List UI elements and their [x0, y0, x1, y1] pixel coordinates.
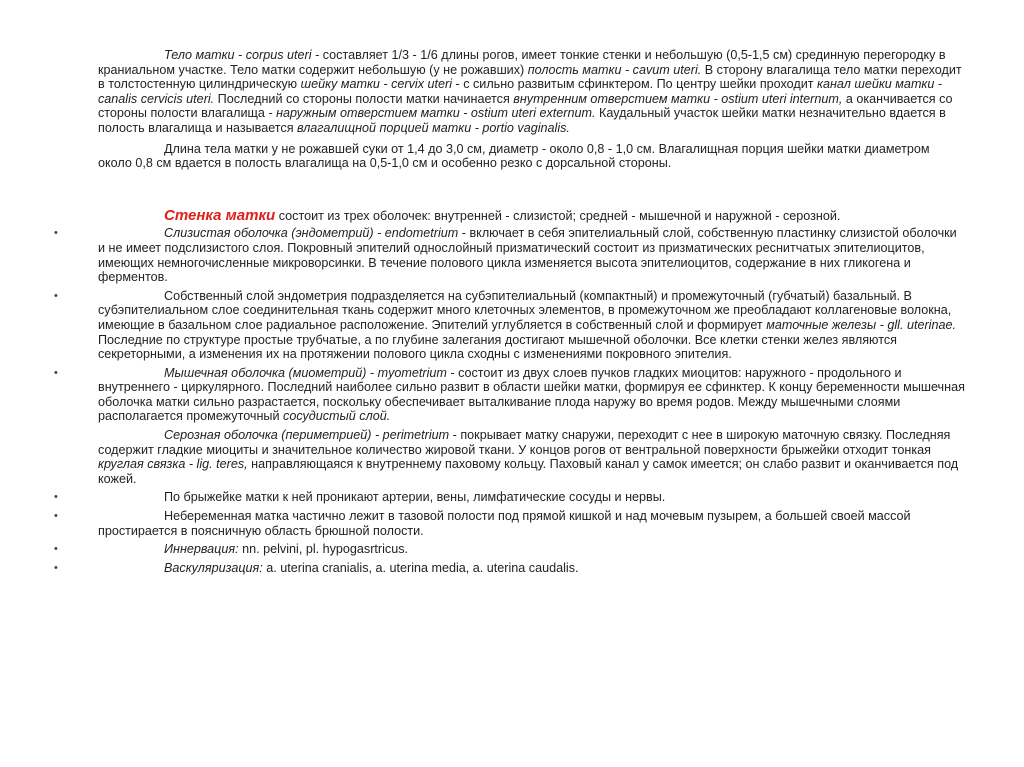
term-perimetrium: Серозная оболочка (периметрией) - perimetrium	[164, 428, 450, 443]
term-innervation: Иннервация:	[164, 542, 239, 557]
text: В сторону влагалища тело матки переходит в толстостенную цилиндрическую	[98, 62, 962, 92]
list-item-innervation	[54, 542, 966, 557]
paragraph-perimetrium	[98, 428, 966, 486]
text: nn. pelvini, pl. hypogasrtricus.	[238, 542, 409, 557]
text: - с сильно развитым сфинктером. По центру шейки проходит	[452, 77, 818, 92]
term-cervix-uteri: шейку матки - cervix uteri	[300, 77, 452, 92]
heading-red-title: Стенка матки	[164, 206, 276, 224]
term-canalis-cervicis: канал шейки матки - canalis cervicis uteri.	[98, 77, 943, 106]
paragraph-dimensions: Длина тела матки у не рожавшей суки от 1,4 до 3,0 см, диаметр - около 0,8 - 1,0 см. Влагалищная порция шейки матки диаметром около 0,8 см вдается в полость влагалища на 0,5-1,0 см и особенно резко с дорсальной стороны.	[98, 141, 930, 171]
bullet-icon: •	[54, 289, 58, 302]
list-item-lamina-propria	[54, 288, 966, 362]
text: Последние по структуре простые трубчатые, а по глубине залегания достигают мышечной оболочки. Все клетки стенки желез являются секреторными, а изменения их на протяжении полового цикла сходны с изменениями покровного эпителия.	[98, 332, 897, 362]
term-ostium-internum: внутренним отверстием матки - ostium uteri internum,	[513, 91, 843, 106]
bullet-icon: •	[54, 227, 58, 240]
list-item-vessels	[54, 490, 966, 505]
text: a. uterina cranialis, a. uterina media, a. uterina caudalis.	[262, 560, 579, 575]
text: - покрывает матку снаружи, переходит с нее в широкую маточную связку. Последняя содержит гладкие миоциты и значительное количество жировой ткани. У концов рогов от вентральной поверхности брыжейки отходит тонкая	[98, 428, 951, 457]
term-vascularization: Васкуляризация:	[164, 560, 263, 575]
slide-content	[54, 48, 966, 575]
bullet-icon: •	[54, 561, 58, 574]
text: - состоит из двух слоев пучков гладких миоцитов: наружного - продольного и внутреннего - циркулярного. Последний наиболее сильно развит в области шейки матки, формируя ее сфинктер. К концу беременности мышечная оболочка матки сильно разрастается, поскольку обеспечивает выталкивание плода наружу во время родов. Между мышечными слоями располагается промежуточный	[98, 365, 965, 424]
bullet-icon: •	[54, 510, 58, 523]
wall-heading	[98, 206, 966, 224]
list-item-topography	[54, 509, 966, 538]
list-item-myometrium	[54, 365, 966, 424]
list-item-vascularization	[54, 560, 966, 576]
term-endometrium: Слизистая оболочка (эндометрий) - endometrium	[164, 226, 459, 241]
text: Каудальный участок шейки матки незначительно вдается в полость влагалища и называется	[98, 106, 946, 135]
spacer	[98, 171, 966, 209]
term-portio-vaginalis: влагалищной порцией матки - portio vaginalis.	[297, 120, 570, 135]
term-vascular-layer: сосудистый слой.	[283, 409, 391, 424]
bullet-icon: •	[54, 491, 58, 504]
heading-rest: состоит из трех оболочек: внутренней - слизистой; средней - мышечной и наружной - серозной.	[275, 208, 841, 223]
list-item-endometrium	[54, 226, 966, 285]
term-lig-teres: круглая связка - lig. teres,	[98, 457, 248, 472]
bullet-icon: •	[54, 543, 58, 556]
text: направляющаяся к внутреннему паховому кольцу. Паховый канал у самок имеется; он слабо развит и оканчивается под кожей.	[98, 457, 959, 486]
text: - включает в себя эпителиальный слой, собственную пластинку слизистой оболочки и не имеет подслизистого слоя. Покровный эпителий однослойный призматический состоит из призматических реснитчатых эпителиоцитов, имеющих немногочисленные микроворсинки. В течение полового цикла изменяется высота эпителиоцитов, содержание в них гликогена и ферментов.	[98, 226, 957, 285]
text: Небеременная матка частично лежит в тазовой полости под прямой кишкой и над мочевым пузырем, а большей своей массой простирается в поясничную область брюшной полости.	[98, 509, 911, 538]
text: а оканчивается со стороны полости влагалища	[98, 91, 953, 121]
bullet-icon: •	[54, 366, 58, 379]
term-gll-uterinae: маточные железы - gll. uterinae.	[766, 317, 956, 332]
text: Собственный слой эндометрия подразделяется на субэпителиальный (компактный) и промежуточный (губчатый) базальный. В субэпителиальном слое соединительная ткань содержит много клеточных элементов, в промежуточном же преобладают коллагеновые волокна, имеющие в базальном слое радиальное расположение. Эпителий углубляется в собственный слой и формирует	[98, 288, 952, 332]
text: По брыжейке матки к ней проникают артерии, вены, лимфатические сосуды и нервы.	[164, 490, 666, 505]
term-corpus-uteri: Тело матки - corpus uteri -	[164, 48, 320, 62]
term-ostium-externum: - наружным отверстием матки - ostium uteri externum.	[268, 106, 596, 121]
text: Последний со стороны полости матки начинается	[214, 91, 514, 106]
term-myometrium: Мышечная оболочка (миометрий) - myometrium	[164, 365, 447, 380]
term-cavum-uteri: полость матки - cavum uteri.	[527, 62, 702, 77]
paragraph-corpus-uteri	[98, 48, 966, 136]
text: составляет 1/3 - 1/6 длины рогов, имеет тонкие стенки и небольшую (0,5-1,5 см) срединную перегородку в краниальном участке. Тело матки содержит небольшую (у не рожавших)	[98, 48, 946, 77]
